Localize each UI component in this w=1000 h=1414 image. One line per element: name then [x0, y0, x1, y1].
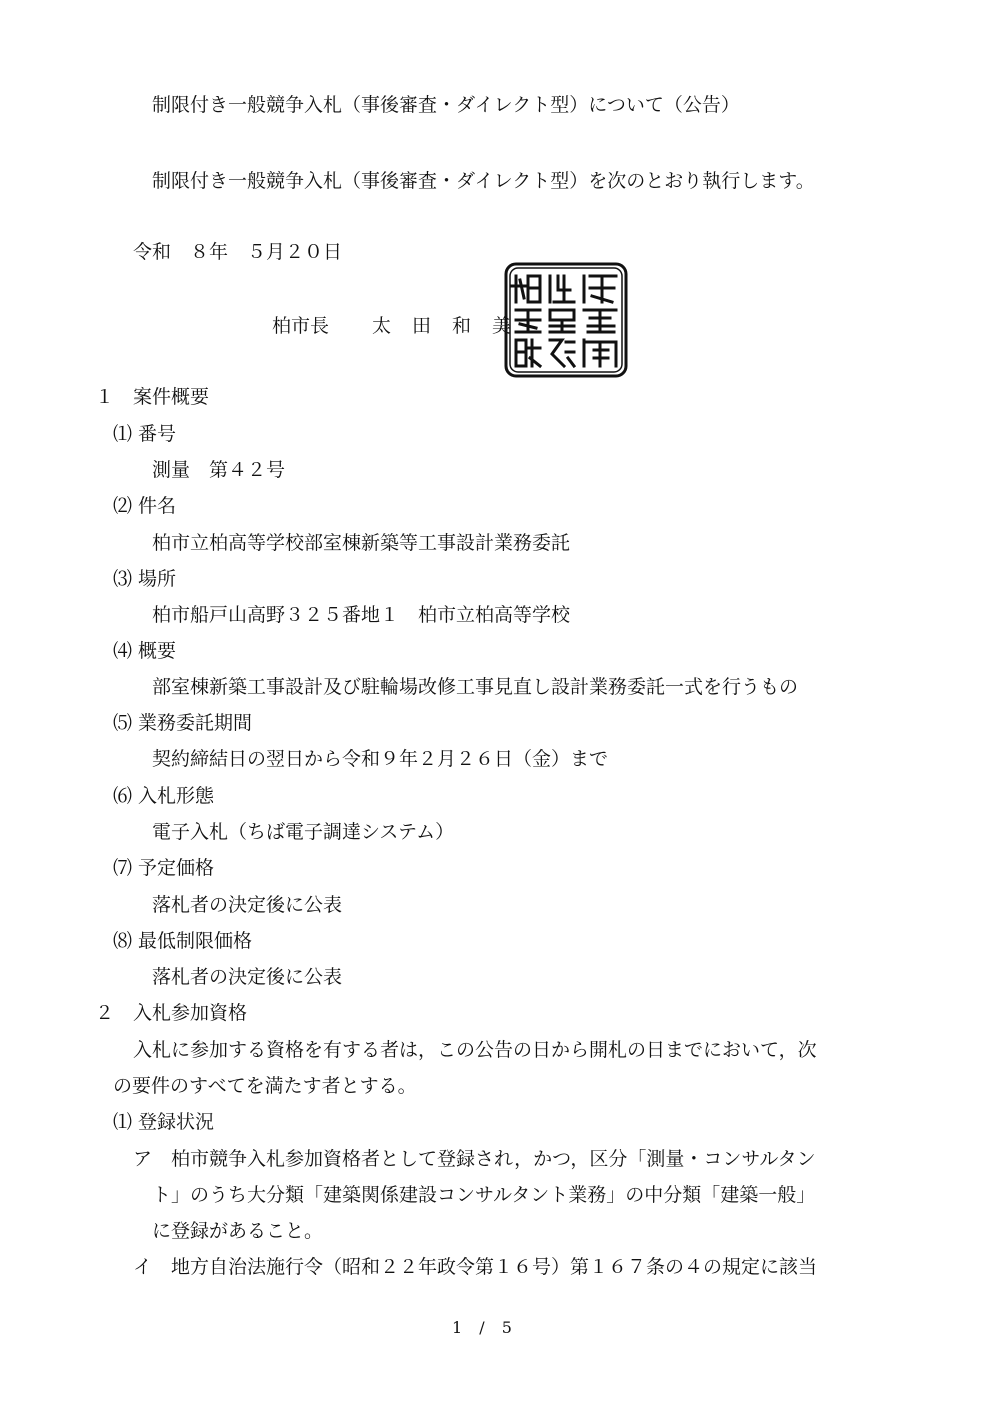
item-label: ⑷ 概要 [113, 640, 177, 662]
item-label: ⑵ 件名 [113, 495, 177, 517]
item-label: ⑹ 入札形態 [113, 785, 215, 807]
item-value: 落札者の決定後に公表 [152, 966, 343, 988]
page-number: 1 / 5 [452, 1318, 518, 1337]
sub-label: ⑴ 登録状況 [113, 1111, 215, 1133]
item-label: ⑶ 場所 [113, 568, 177, 590]
item-a-line1: ア 柏市競争入札参加資格者として登録され，かつ，区分「測量・コンサルタン [133, 1148, 816, 1170]
item-value: 測量 第４２号 [152, 459, 286, 481]
item-value: 契約締結日の翌日から令和９年２月２６日（金）まで [152, 748, 609, 770]
section2-intro-line2: の要件のすべてを満たす者とする。 [113, 1075, 417, 1097]
issuer-name: 太 田 和 美 [372, 315, 513, 337]
item-label: ⑴ 番号 [113, 423, 177, 445]
item-value: 部室棟新築工事設計及び駐輪場改修工事見直し設計業務委託一式を行うもの [152, 676, 799, 698]
item-a-line3: に登録があること。 [152, 1220, 324, 1242]
document-title: 制限付き一般競争入札（事後審査・ダイレクト型）について（公告） [152, 94, 740, 116]
section2-intro-line1: 入札に参加する資格を有する者は，この公告の日から開札の日までにおいて，次 [133, 1039, 817, 1061]
issue-date: 令和 ８年 ５月２０日 [133, 241, 343, 263]
issuer-title: 柏市長 [272, 315, 330, 337]
section2-heading: ２ 入札参加資格 [95, 1002, 248, 1024]
section1-heading: １ 案件概要 [95, 386, 210, 408]
item-value: 落札者の決定後に公表 [152, 894, 343, 916]
item-label: ⑺ 予定価格 [113, 857, 215, 879]
intro-text: 制限付き一般競争入札（事後審査・ダイレクト型）を次のとおり執行します。 [152, 170, 815, 192]
item-a-line2: ト」のうち大分類「建築関係建設コンサルタント業務」の中分類「建築一般」 [152, 1184, 816, 1206]
item-value: 柏市船戸山高野３２５番地１ 柏市立柏高等学校 [152, 604, 571, 626]
item-value: 柏市立柏高等学校部室棟新築等工事設計業務委託 [152, 532, 571, 554]
item-value: 電子入札（ちば電子調達システム） [152, 821, 455, 843]
item-label: ⑻ 最低制限価格 [113, 930, 253, 952]
official-seal [504, 262, 628, 378]
item-label: ⑸ 業務委託期間 [113, 712, 253, 734]
item-i-line1: イ 地方自治法施行令（昭和２２年政令第１６号）第１６７条の４の規定に該当 [133, 1256, 818, 1278]
